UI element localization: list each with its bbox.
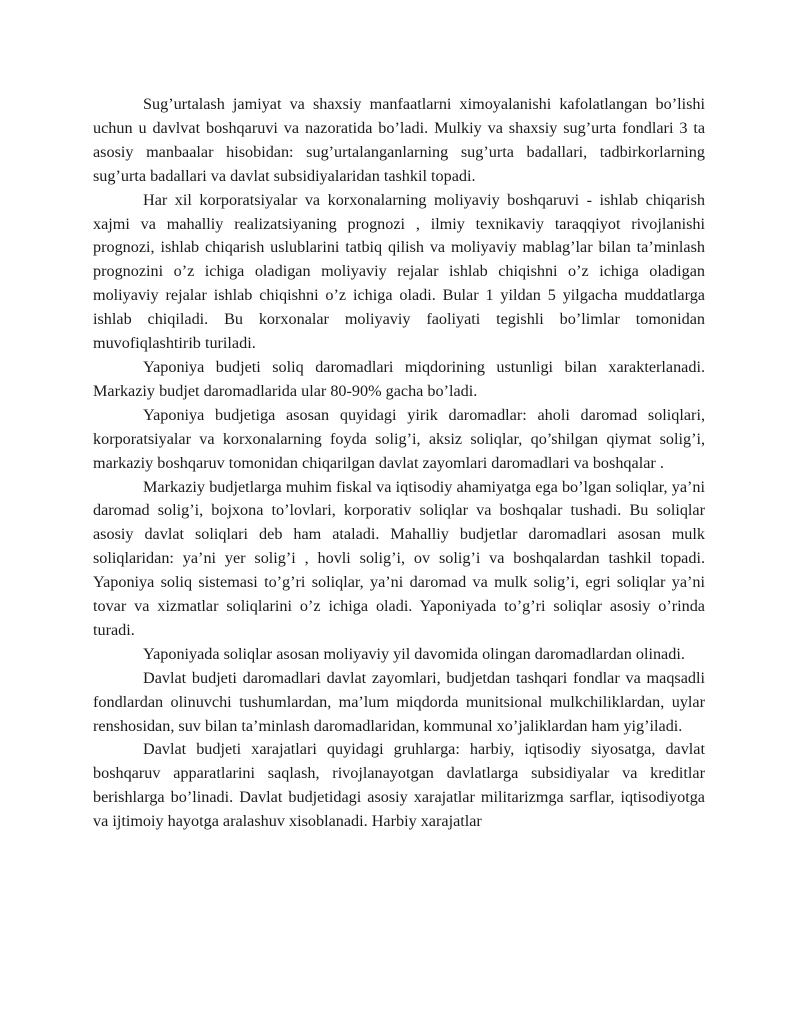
paragraph-state-budget-expenses: Davlat budjeti xarajatlari quyidagi gruhlarga: harbiy, iqtisodiy siyosatga, davlat boshqaruv apparatlarini saqlash, rivojlanayotgan davlatlarga subsidiyalar va kreditlar berishlarga bo’linadi. Davlat budjetidagi asosiy xarajatlar militarizmga sarflar, iqtisodiyotga va ijtimoiy hayotga aralashuv xisoblanadi. Harbiy xarajatlar — [93, 740, 705, 831]
document-page — [93, 93, 705, 834]
paragraph-insurance-funds: Sug’urtalash jamiyat va shaxsiy manfaatlarni ximoyalanishi kafolatlangan bo’lishi uchun u davlvat boshqaruvi va nazoratida bo’ladi. Mulkiy va shaxsiy sug’urta fondlari 3 ta asosiy manbaalar hisobidan: sug’urtalanganlarning sug’urta badallari, tadbirkorlarning sug’urta badallari va davlat subsidiyalaridan tashkil topadi. — [93, 95, 705, 185]
paragraph-japan-budget-tax: Yaponiya budjeti soliq daromadlari miqdorining ustunligi bilan xarakterlanadi. Markaziy budjet daromadlarida ular 80-90% gacha bo’ladi. — [93, 357, 705, 400]
paragraph-japan-budget-revenues: Yaponiya budjetiga asosan quyidagi yirik daromadlar: aholi daromad soliqlari, korporatsiyalar va korxonalarning foyda solig’i, aksiz soliqlar, qo’shilgan qiymat solig’i, markaziy boshqaruv tomonidan chiqarilgan davlat zayomlari daromadlari va boshqalar . — [93, 405, 705, 472]
paragraph-corporate-finance: Har xil korporatsiyalar va korxonalarning moliyaviy boshqaruvi - ishlab chiqarish xajmi va mahalliy realizatsiyaning prognozi , ilmiy texnikaviy taraqqiyot rivojlanishi prognozi, ishlab chiqarish uslublarini tatbiq qilish va moliyaviy mablag’lar bilan ta’minlash prognozini o’z ichiga oladigan moliyaviy rejalar ishlab chiqishni o’z ichiga oladigan moliyaviy rejalar ishlab chiqishni o’z ichiga oladi. Bular 1 yildan 5 yilgacha muddatlarga ishlab chiqiladi. Bu korxonalar moliyaviy faoliyati tegishli bo’limlar tomonidan muvofiqlashtirib turiladi. — [93, 190, 705, 353]
paragraph-japan-tax-year: Yaponiyada soliqlar asosan moliyaviy yil davomida olingan daromadlardan olinadi. — [143, 644, 685, 663]
paragraph-state-budget-revenues: Davlat budjeti daromadlari davlat zayomlari, budjetdan tashqari fondlar va maqsadli fondlardan olinuvchi tushumlardan, ma’lum miqdorda munitsional mulkchiliklardan, uylar renshosidan, suv bilan ta’minlash daromadlaridan, kommunal xo’jaliklardan ham yig’iladi. — [93, 668, 705, 735]
paragraph-central-budget-taxes: Markaziy budjetlarga muhim fiskal va iqtisodiy ahamiyatga ega bo’lgan soliqlar, ya’ni daromad solig’i, bojxona to’lovlari, korporativ soliqlar va boshqalar tushadi. Bu soliqlar asosiy davlat soliqlari deb ham ataladi. Mahalliy budjetlar daromadlari asosan mulk soliqlaridan: ya’ni yer solig’i , hovli solig’i, ov solig’i va boshqalardan tashkil topadi. Yaponiya soliq sistemasi to’g’ri soliqlar, ya’ni daromad va mulk solig’i, egri soliqlar ya’ni tovar va xizmatlar soliqlarini o’z ichiga oladi. Yaponiyada to’g’ri soliqlar asosiy o’rinda turadi. — [93, 477, 705, 639]
